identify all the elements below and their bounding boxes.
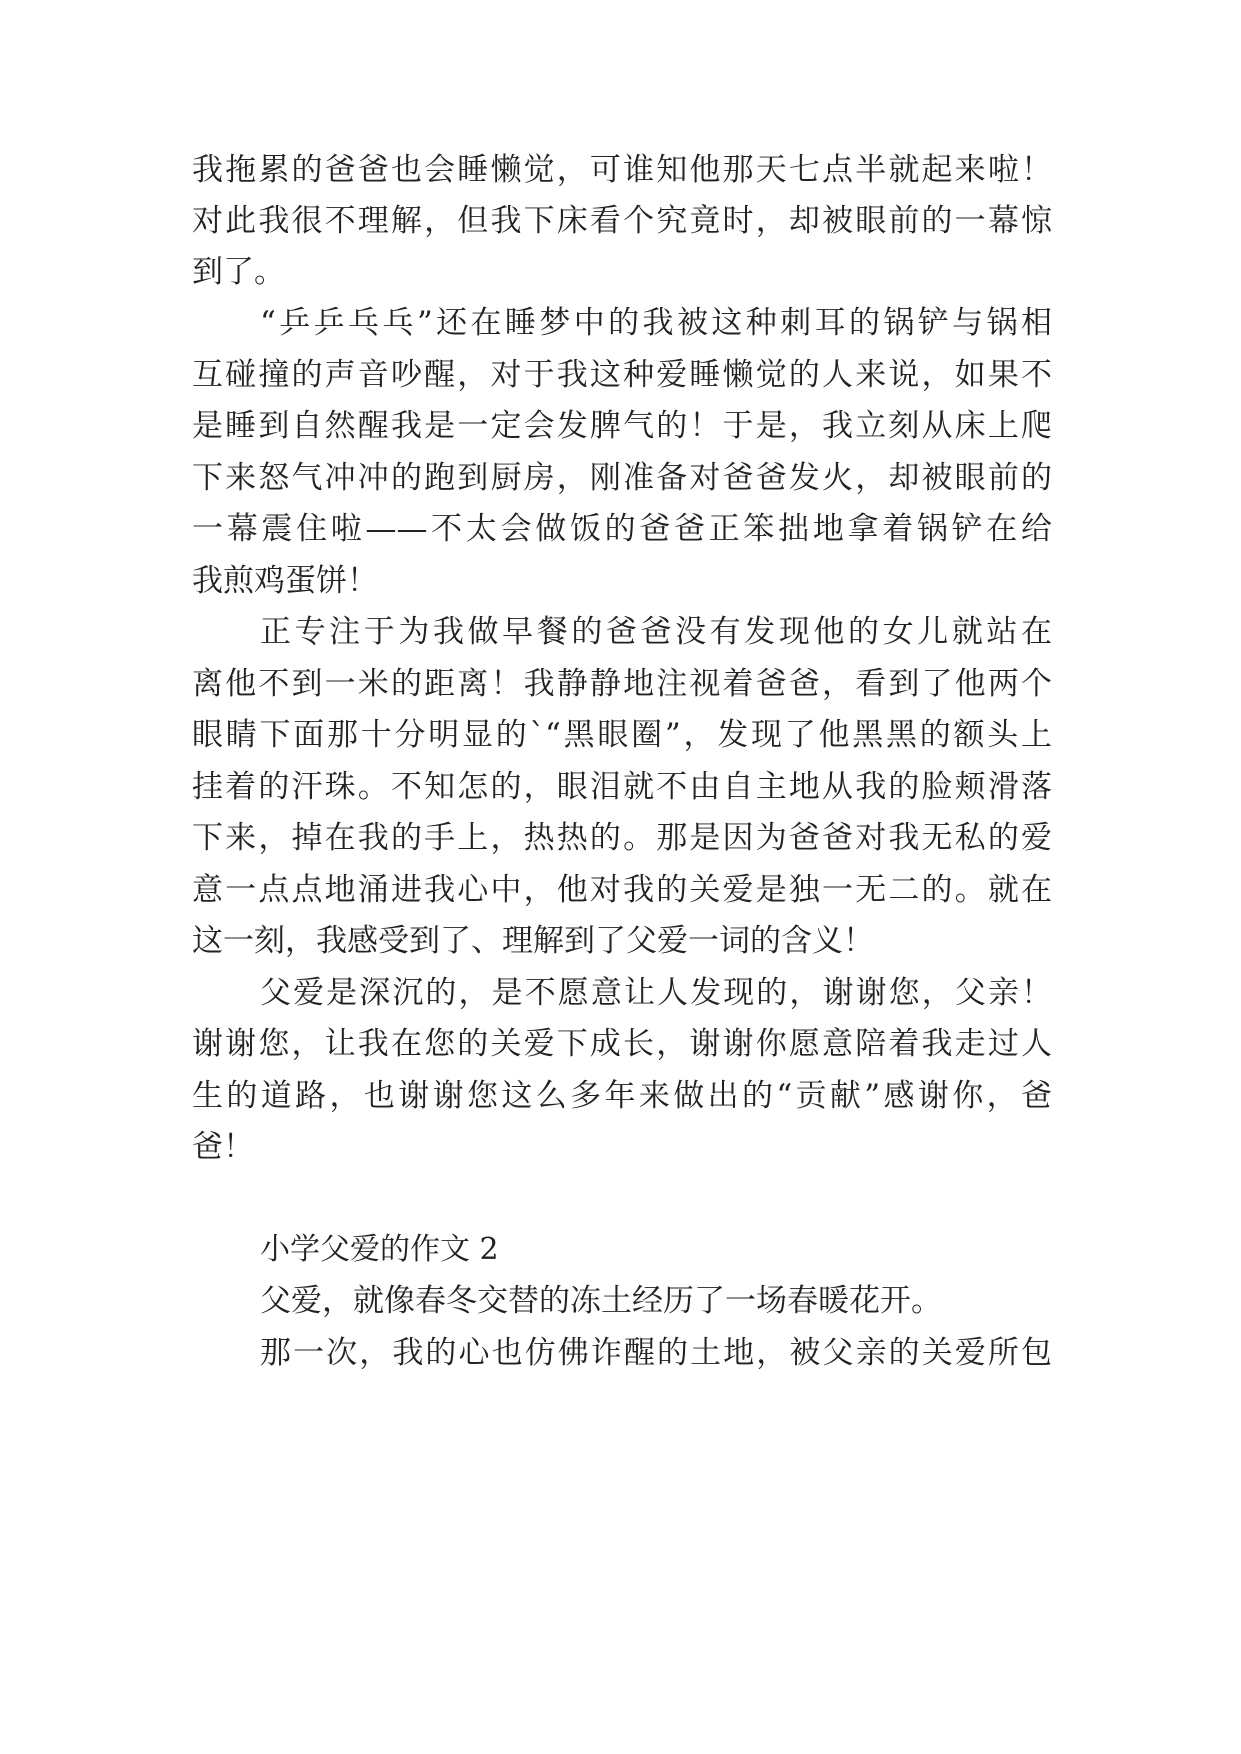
paragraph-1-line-1: 我拖累的爸爸也会睡懒觉，可谁知他那天七点半就起来啦！ <box>192 152 1052 188</box>
paragraph-4-line-4: 爸！ <box>192 1129 254 1165</box>
essay-title: 小学父爱的作文 2 <box>260 1232 499 1267</box>
paragraph-3-line-6: 意一点点地涌进我心中，他对我的关爱是独一无二的。就在 <box>192 872 1052 908</box>
paragraph-2-line-5: 一幕震住啦——不太会做饭的爸爸正笨拙地拿着锅铲在给 <box>192 511 1052 547</box>
paragraph-4-line-3: 生的道路，也谢谢您这么多年来做出的“贡献”感谢你，爸 <box>192 1078 1052 1114</box>
paragraph-3-line-4: 挂着的汗珠。不知怎的，眼泪就不由自主地从我的脸颊滑落 <box>192 769 1052 805</box>
paragraph-4-line-2: 谢谢您，让我在您的关爱下成长，谢谢你愿意陪着我走过人 <box>192 1026 1052 1062</box>
paragraph-2-line-1: “乒乒乓乓”还在睡梦中的我被这种刺耳的锅铲与锅相 <box>260 305 1052 341</box>
paragraph-2-line-2: 互碰撞的声音吵醒，对于我这种爱睡懒觉的人来说，如果不 <box>192 357 1052 393</box>
paragraph-3-line-7: 这一刻，我感受到了、理解到了父爱一词的含义！ <box>192 923 874 959</box>
paragraph-2-line-4: 下来怒气冲冲的跑到厨房，刚准备对爸爸发火，却被眼前的 <box>192 460 1052 496</box>
paragraph-3-line-1: 正专注于为我做早餐的爸爸没有发现他的女儿就站在 <box>260 614 1052 650</box>
paragraph-3-line-5: 下来，掉在我的手上，热热的。那是因为爸爸对我无私的爱 <box>192 820 1052 856</box>
paragraph-3-line-3: 眼睛下面那十分明显的`“黑眼圈”，发现了他黑黑的额头上 <box>192 717 1052 753</box>
paragraph-3-line-2: 离他不到一米的距离！我静静地注视着爸爸，看到了他两个 <box>192 666 1052 702</box>
paragraph-6-line-1: 那一次，我的心也仿佛诈醒的土地，被父亲的关爱所包 <box>260 1335 1052 1371</box>
paragraph-4-line-1: 父爱是深沉的，是不愿意让人发现的，谢谢您，父亲！ <box>260 975 1052 1011</box>
paragraph-2-line-3: 是睡到自然醒我是一定会发脾气的！于是，我立刻从床上爬 <box>192 408 1052 444</box>
paragraph-2-line-6: 我煎鸡蛋饼！ <box>192 563 378 599</box>
paragraph-1-line-2: 对此我很不理解，但我下床看个究竟时，却被眼前的一幕惊 <box>192 203 1052 239</box>
paragraph-1-line-3: 到了。 <box>192 254 285 290</box>
paragraph-5-line-1: 父爱，就像春冬交替的冻土经历了一场春暖花开。 <box>260 1283 942 1319</box>
